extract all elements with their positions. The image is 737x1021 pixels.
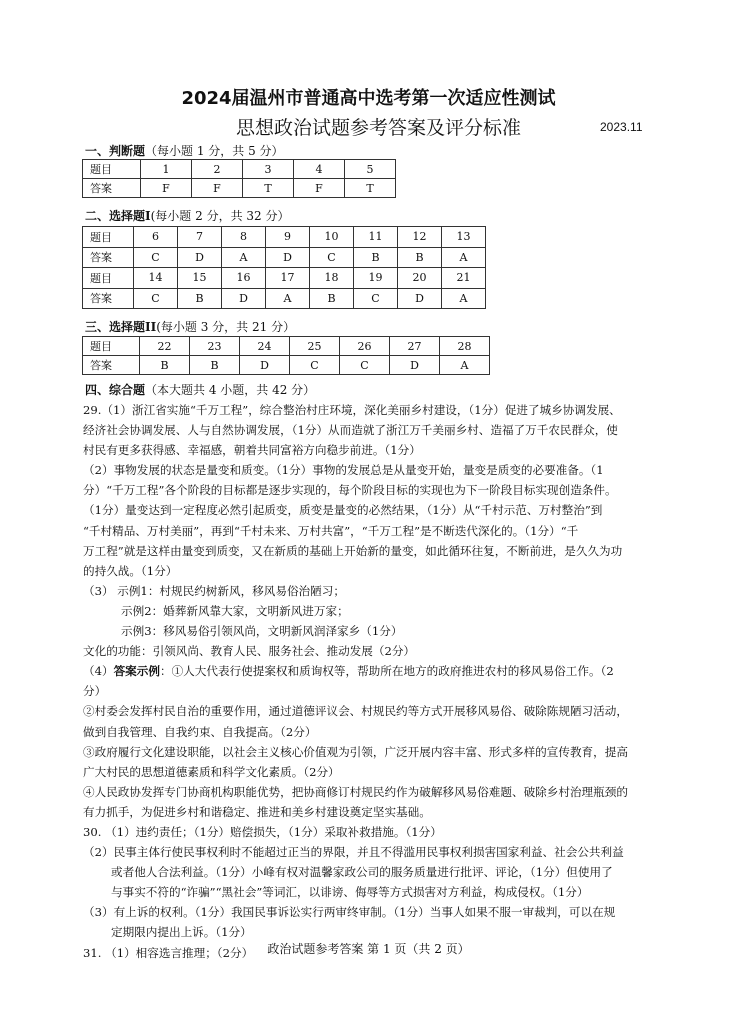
table-cell: 26 <box>340 337 390 356</box>
table-cell: 23 <box>190 337 240 356</box>
text-line: ②村委会发挥村民自治的重要作用，通过道德评议会、村规民约等方式开展移风易俗、破除陈规陋习活动， <box>83 704 628 719</box>
table-cell: C <box>134 247 178 268</box>
table-cell: T <box>345 179 396 198</box>
text-line: ③政府履行文化建设职能，以社会主义核心价值观为引领，广泛开展内容丰富、形式多样的宣传教育，提高 <box>83 744 628 759</box>
text-line: （3） 示例1：村规民约树新风，移风易俗治陋习； <box>83 583 345 598</box>
text-line: 或者他人合法利益。（1分）小峰有权对温馨家政公司的服务质量进行批评、评论，（1分）但使用了 <box>111 865 613 880</box>
table-cell: 15 <box>178 268 222 289</box>
table-cell: 27 <box>390 337 440 356</box>
section-heading-comprehensive: 四、综合题（本大题共 4 小题，共 42 分） <box>85 383 316 397</box>
table-row <box>83 356 490 375</box>
row-label: 答案 <box>83 179 141 198</box>
text-line: 有力抓手，为促进乡村和谐稳定、推进和美乡村建设奠定坚实基础。 <box>83 804 431 819</box>
table-cell: C <box>134 288 178 309</box>
text-line: 经济社会协调发展、人与自然协调发展，（1分）从而造就了浙江万千美丽乡村、造福了万千农民群众，使 <box>83 423 618 438</box>
text-line: 与事实不符的“诈骗”“黑社会”等词汇，以诽谤、侮辱等方式损害对方利益，构成侵权。（1分） <box>111 885 589 900</box>
table-cell: 9 <box>266 227 310 248</box>
section-heading-judgment: 一、判断题（每小题 1 分，共 5 分） <box>85 144 284 158</box>
table-cell: A <box>440 356 490 375</box>
table-row <box>83 160 396 179</box>
answer-body <box>83 400 663 963</box>
text-line: “千村精品、万村美丽”，再到“千村未来、万村共富”，“千万工程”是不断迭代深化的。（1分）“千 <box>83 523 579 538</box>
answer-table-choice-1 <box>82 226 486 309</box>
document-date: 2023.11 <box>600 120 643 134</box>
table-cell: B <box>310 288 354 309</box>
table-cell: 6 <box>134 227 178 248</box>
table-cell: D <box>222 288 266 309</box>
section-heading-choice-2: 三、选择题II(每小题 3 分，共 21 分） <box>85 320 296 334</box>
row-label: 题目 <box>83 227 134 248</box>
text-line: （2）事物发展的状态是量变和质变。（1分）事物的发展总是从量变开始，量变是质变的必要准备。（1 <box>83 463 604 478</box>
table-cell: 16 <box>222 268 266 289</box>
table-cell: F <box>294 179 345 198</box>
table-cell: B <box>398 247 442 268</box>
text-line: 定期限内提出上诉。（1分） <box>111 925 252 940</box>
table-cell: 13 <box>442 227 486 248</box>
row-label: 题目 <box>83 337 140 356</box>
table-cell: A <box>442 288 486 309</box>
table-cell: 2 <box>192 160 243 179</box>
table-cell: 18 <box>310 268 354 289</box>
table-cell: B <box>140 356 190 375</box>
text-line: 分） <box>83 684 107 699</box>
table-cell: D <box>398 288 442 309</box>
answer-table-judgment <box>82 159 396 198</box>
table-cell: 7 <box>178 227 222 248</box>
table-row <box>83 337 490 356</box>
row-label: 答案 <box>83 356 140 375</box>
table-cell: C <box>310 247 354 268</box>
text-line: 分）“千万工程”各个阶段的目标都是逐步实现的，每个阶段目标的实现也为下一阶段目标实现创造条件。 <box>83 483 617 498</box>
text-line: （4）答案示例：①人大代表行使提案权和质询权等，帮助所在地方的政府推进农村的移风易俗工作。（2 <box>83 664 614 679</box>
section-heading-choice-1: 二、选择题I(每小题 2 分，共 32 分） <box>85 209 290 223</box>
text-line: 广大村民的思想道德素质和科学文化素质。（2分） <box>83 764 340 779</box>
text-line: 村民有更多获得感、幸福感，朝着共同富裕方向稳步前进。（1分） <box>83 443 421 458</box>
text-line: 示例2：婚葬新风靠大家，文明新风进万家； <box>121 603 349 618</box>
document-title: 2024届温州市普通高中选考第一次适应性测试 <box>181 88 556 109</box>
text-line: （1分）量变达到一定程度必然引起质变，质变是量变的必然结果，（1分）从“千村示范、万村整治”到 <box>83 503 603 518</box>
table-cell: A <box>442 247 486 268</box>
row-label: 题目 <box>83 268 134 289</box>
table-cell: D <box>266 247 310 268</box>
table-cell: T <box>243 179 294 198</box>
table-cell: B <box>178 288 222 309</box>
document-subtitle: 思想政治试题参考答案及评分标准 <box>236 117 522 139</box>
table-cell: C <box>290 356 340 375</box>
table-cell: A <box>222 247 266 268</box>
text-line: 29.（1）浙江省实施“千万工程”，综合整治村庄环境，深化美丽乡村建设，（1分）促进了城乡协调发展、 <box>83 403 621 417</box>
text-line: ④人民政协发挥专门协商机构职能优势，把协商修订村规民约作为破解移风易俗难题、破除乡村治理瓶颈的 <box>83 784 628 799</box>
table-cell: 12 <box>398 227 442 248</box>
text-line: 30. （1）违约责任；（1分）赔偿损失，（1分）采取补救措施。（1分） <box>83 824 442 839</box>
table-cell: 5 <box>345 160 396 179</box>
text-line: 万工程”就是这样由量变到质变，又在新质的基础上开始新的量变，如此循环往复，不断前进，是久久为功 <box>83 543 623 558</box>
table-cell: 1 <box>141 160 192 179</box>
table-cell: 3 <box>243 160 294 179</box>
answer-table-choice-2 <box>82 336 490 375</box>
table-cell: 22 <box>140 337 190 356</box>
table-row <box>83 288 486 309</box>
row-label: 题目 <box>83 160 141 179</box>
table-cell: D <box>390 356 440 375</box>
table-cell: 21 <box>442 268 486 289</box>
table-cell: F <box>141 179 192 198</box>
table-cell: A <box>266 288 310 309</box>
text-line: （3）有上诉的权利。（1分）我国民事诉讼实行两审终审制。（1分）当事人如果不服一审裁判，可以在规 <box>83 905 616 920</box>
table-cell: 14 <box>134 268 178 289</box>
table-cell: 4 <box>294 160 345 179</box>
table-cell: 28 <box>440 337 490 356</box>
text-line: 示例3：移风易俗引领风尚，文明新风润泽家乡（1分） <box>121 624 403 639</box>
table-cell: D <box>178 247 222 268</box>
page-footer: 政治试题参考答案 第 1 页（共 2 页） <box>267 942 470 956</box>
table-cell: 24 <box>240 337 290 356</box>
text-line: 做到自我管理、自我约束、自我提高。（2分） <box>83 724 317 739</box>
table-cell: 8 <box>222 227 266 248</box>
table-cell: 20 <box>398 268 442 289</box>
table-row <box>83 268 486 289</box>
table-row <box>83 247 486 268</box>
row-label: 答案 <box>83 288 134 309</box>
table-cell: B <box>354 247 398 268</box>
table-cell: D <box>240 356 290 375</box>
row-label: 答案 <box>83 247 134 268</box>
table-cell: B <box>190 356 240 375</box>
text-line: 的持久战。（1分） <box>83 563 178 578</box>
text-line: 31. （1）相容选言推理；（2分） <box>83 945 254 960</box>
table-cell: 19 <box>354 268 398 289</box>
table-cell: C <box>340 356 390 375</box>
text-line: （2）民事主体行使民事权利时不能超过正当的界限，并且不得滥用民事权利损害国家利益、社会公共利益 <box>83 845 624 860</box>
table-cell: 25 <box>290 337 340 356</box>
table-row <box>83 179 396 198</box>
table-cell: C <box>354 288 398 309</box>
table-cell: F <box>192 179 243 198</box>
text-line: 文化的功能：引领风尚、教育人民、服务社会、推动发展（2分） <box>83 644 416 659</box>
table-cell: 10 <box>310 227 354 248</box>
table-row <box>83 227 486 248</box>
table-cell: 17 <box>266 268 310 289</box>
table-cell: 11 <box>354 227 398 248</box>
